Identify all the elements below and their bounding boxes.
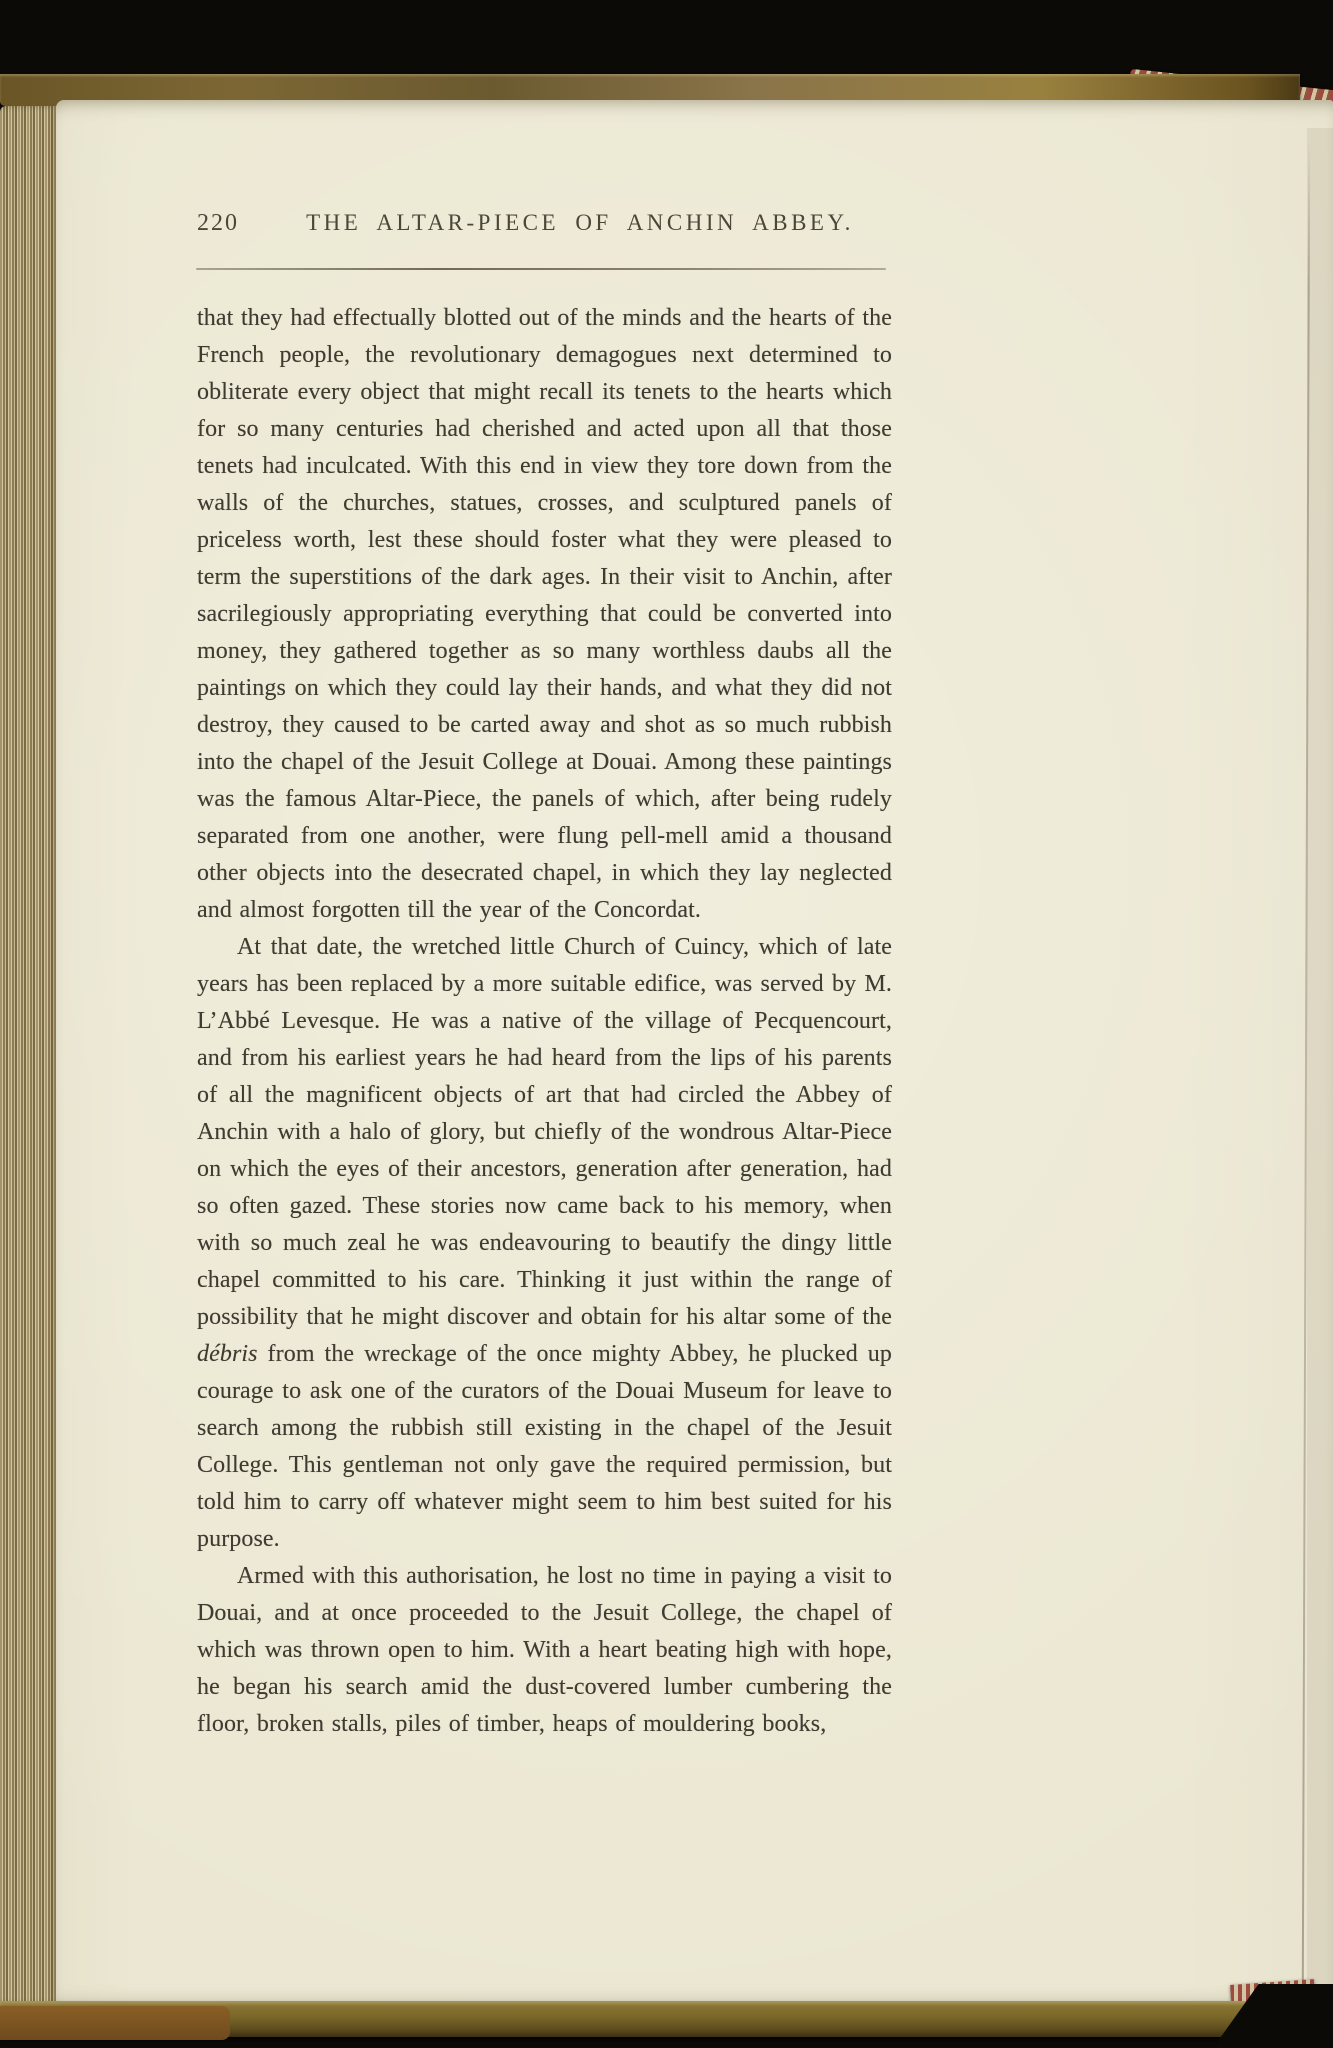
book-bottom-edge-patch	[0, 2006, 230, 2040]
page-edge-stack	[0, 106, 58, 2010]
running-head: THE ALTAR-PIECE OF ANCHIN ABBEY.	[306, 210, 854, 235]
text-segment: Armed with this authorisation, he lost no time in paying a visit to Douai, and at once proceeded to the Jesuit College, the chapel of which was thrown open to him. With a heart beating high with hope, he began his search amid the dust-covered lumber cumbering the floor, broken stalls, piles of timber, heaps of mouldering books,	[197, 1563, 892, 1737]
header-rule	[196, 268, 886, 270]
paragraph	[197, 300, 892, 929]
paragraph	[197, 1558, 892, 1743]
body-text	[197, 300, 892, 1743]
paragraph	[197, 929, 892, 1558]
text-segment: from the wreckage of the once mighty Abbey, he plucked up courage to ask one of the curators of the Douai Museum for leave to search among the rubbish still existing in the chapel of the Jesuit College. This gentleman not only gave the required permission, but told him to carry off whatever might seem to him best suited for his purpose.	[197, 1341, 892, 1552]
italic-term: débris	[197, 1341, 258, 1367]
text-segment: At that date, the wretched little Church of Cuincy, which of late years has been replaced by a more suitable edifice, was served by M. L’Abbé Levesque. He was a native of the village of Pecquencourt, and from his earliest years he had heard from the lips of his parents of all the magnificent objects of art that had circled the Abbey of Anchin with a halo of glory, but chiefly of the wondrous Altar-Piece on which the eyes of their ancestors, generation after generation, had so often gazed. These stories now came back to his memory, when with so much zeal he was endeavouring to beautify the dingy little chapel committed to his care. Thinking it just within the range of possibility that he might discover and obtain for his altar some of the	[197, 934, 892, 1330]
page-right-shade	[1307, 128, 1333, 2005]
text-segment: that they had effectually blotted out of the minds and the hearts of the French people, the revolutionary demagogues next determined to obliterate every object that might recall its tenets to the hearts which for so many centuries had cherished and acted upon all that those tenets had inculcated. With this end in view they tore down from the walls of the churches, statues, crosses, and sculptured panels of priceless worth, lest these should foster what they were pleased to term the superstitions of the dark ages. In their visit to Anchin, after sacrilegiously appropriating everything that could be converted into money, they gathered together as so many worthless daubs all the paintings on which they could lay their hands, and what they did not destroy, they caused to be carted away and shot as so much rubbish into the chapel of the Jesuit College at Douai. Among these paintings was the famous Altar-Piece, the panels of which, after being rudely separated from one another, were flung pell-mell amid a thousand other objects into the desecrated chapel, in which they lay neglected and almost forgotten till the year of the Concordat.	[197, 305, 892, 923]
page-number: 220	[197, 210, 239, 236]
